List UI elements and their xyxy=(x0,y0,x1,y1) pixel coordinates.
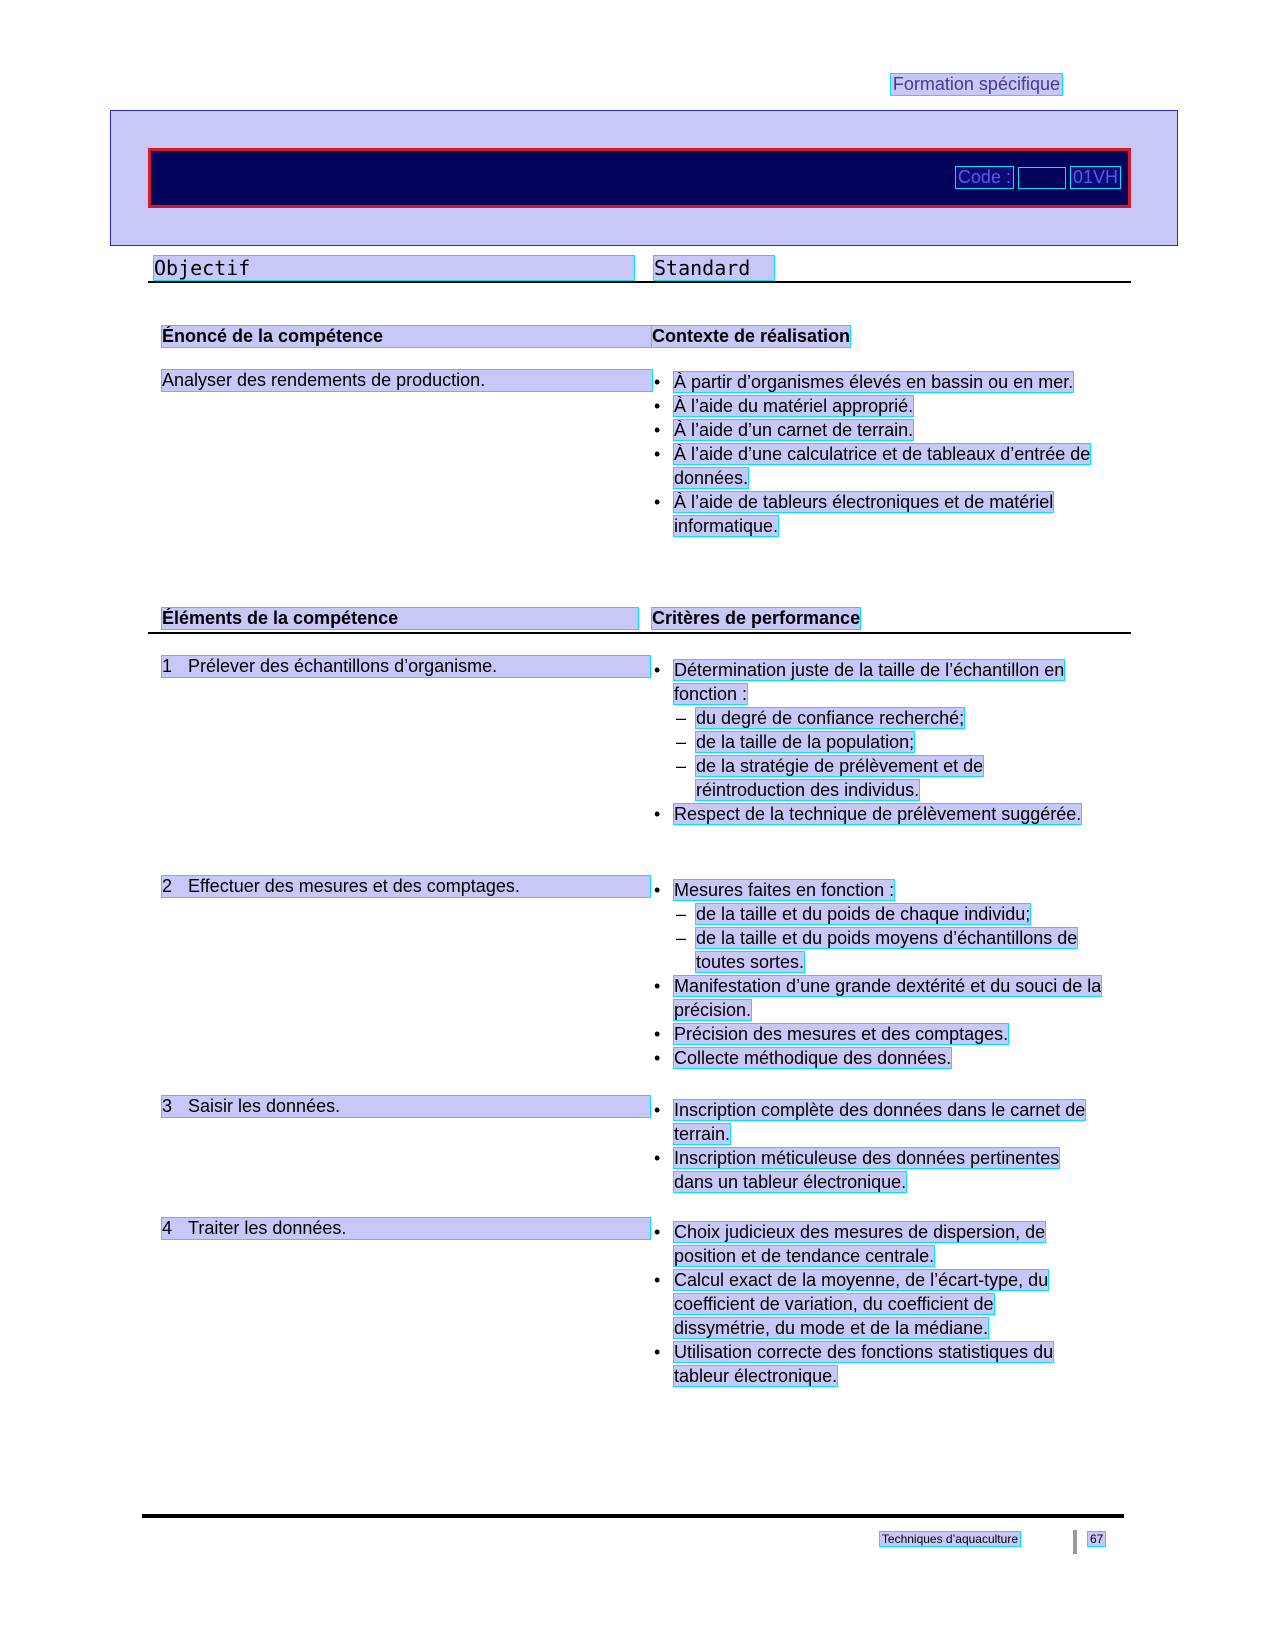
sub-item: – de la taille et du poids moyens d’échantillons de toutes sortes. xyxy=(674,926,1102,974)
element-3: 3 Saisir les données. xyxy=(162,1096,650,1117)
list-item: • À l’aide du matériel approprié. xyxy=(652,394,1092,418)
list-item: • À l’aide d’une calculatrice et de tableaux d’entrée de données. xyxy=(652,442,1092,490)
criteria-list-4 xyxy=(652,1220,1092,1388)
enonce-heading: Énoncé de la compétence xyxy=(162,326,652,347)
elements-rule xyxy=(148,632,1131,634)
list-item: • Utilisation correcte des fonctions statistiques du tableur électronique. xyxy=(652,1340,1092,1388)
code-value: 01VH xyxy=(1072,167,1118,187)
context-list xyxy=(652,370,1092,538)
list-item: • Calcul exact de la moyenne, de l’écart-type, du coefficient de variation, du coefficient de dissymétrie, du mode et de la médiane. xyxy=(652,1268,1092,1340)
criteria-list-2 xyxy=(652,878,1102,1070)
sub-item: – de la taille de la population; xyxy=(674,730,1092,754)
list-item: • Collecte méthodique des données. xyxy=(652,1046,1102,1070)
footer-separator xyxy=(1073,1530,1077,1554)
list-item: • À l’aide de tableurs électroniques et de matériel informatique. xyxy=(652,490,1092,538)
elements-heading: Éléments de la compétence xyxy=(162,608,638,629)
competency-statement: Analyser des rendements de production. xyxy=(162,370,652,391)
list-item: • À partir d’organismes élevés en bassin ou en mer. xyxy=(652,370,1092,394)
top-label: Formation spécifique xyxy=(892,74,1060,94)
sub-item: – du degré de confiance recherché; xyxy=(674,706,1092,730)
footer-program: Techniques d’aquaculture xyxy=(881,1532,1018,1546)
element-1: 1 Prélever des échantillons d’organisme. xyxy=(162,656,650,677)
code-label: Code : xyxy=(957,167,1011,187)
element-2: 2 Effectuer des mesures et des comptages. xyxy=(162,876,650,897)
footer-rule xyxy=(142,1514,1124,1518)
list-item: • Inscription méticuleuse des données pertinentes dans un tableur électronique. xyxy=(652,1146,1102,1194)
list-item: • À l’aide d’un carnet de terrain. xyxy=(652,418,1092,442)
element-4: 4 Traiter les données. xyxy=(162,1218,650,1239)
list-item: • Inscription complète des données dans le carnet de terrain. xyxy=(652,1098,1102,1146)
list-item: • Choix judicieux des mesures de dispersion, de position et de tendance centrale. xyxy=(652,1220,1092,1268)
list-item: • Manifestation d’une grande dextérité et du souci de la précision. xyxy=(652,974,1102,1022)
list-item: • Mesures faites en fonction : – de la taille et du poids de chaque individu; – de la taille et du poids moyens d’échantillons de toutes sortes. xyxy=(652,878,1102,974)
sub-item: – de la stratégie de prélèvement et de réintroduction des individus. xyxy=(674,754,1092,802)
competency-title-bar xyxy=(148,148,1131,208)
criteres-heading: Critères de performance xyxy=(652,608,861,628)
objectif-label: Objectif xyxy=(154,256,634,280)
criteria-list-1 xyxy=(652,658,1092,826)
code-spacer xyxy=(1019,168,1065,188)
criteria-list-3 xyxy=(652,1098,1102,1194)
code-area xyxy=(956,167,1120,188)
page-number: 67 xyxy=(1090,1532,1104,1546)
standard-label: Standard xyxy=(654,256,774,280)
objectif-rule xyxy=(148,281,1131,283)
contexte-heading: Contexte de réalisation xyxy=(652,326,851,346)
list-item: • Respect de la technique de prélèvement suggérée. xyxy=(652,802,1092,826)
sub-item: – de la taille et du poids de chaque individu; xyxy=(674,902,1102,926)
list-item: • Détermination juste de la taille de l’échantillon en fonction : – du degré de confiance recherché; – de la taille de la population; – de la stratégie de prélèvement et de réintroduction des individus. xyxy=(652,658,1092,802)
list-item: • Précision des mesures et des comptages. xyxy=(652,1022,1102,1046)
